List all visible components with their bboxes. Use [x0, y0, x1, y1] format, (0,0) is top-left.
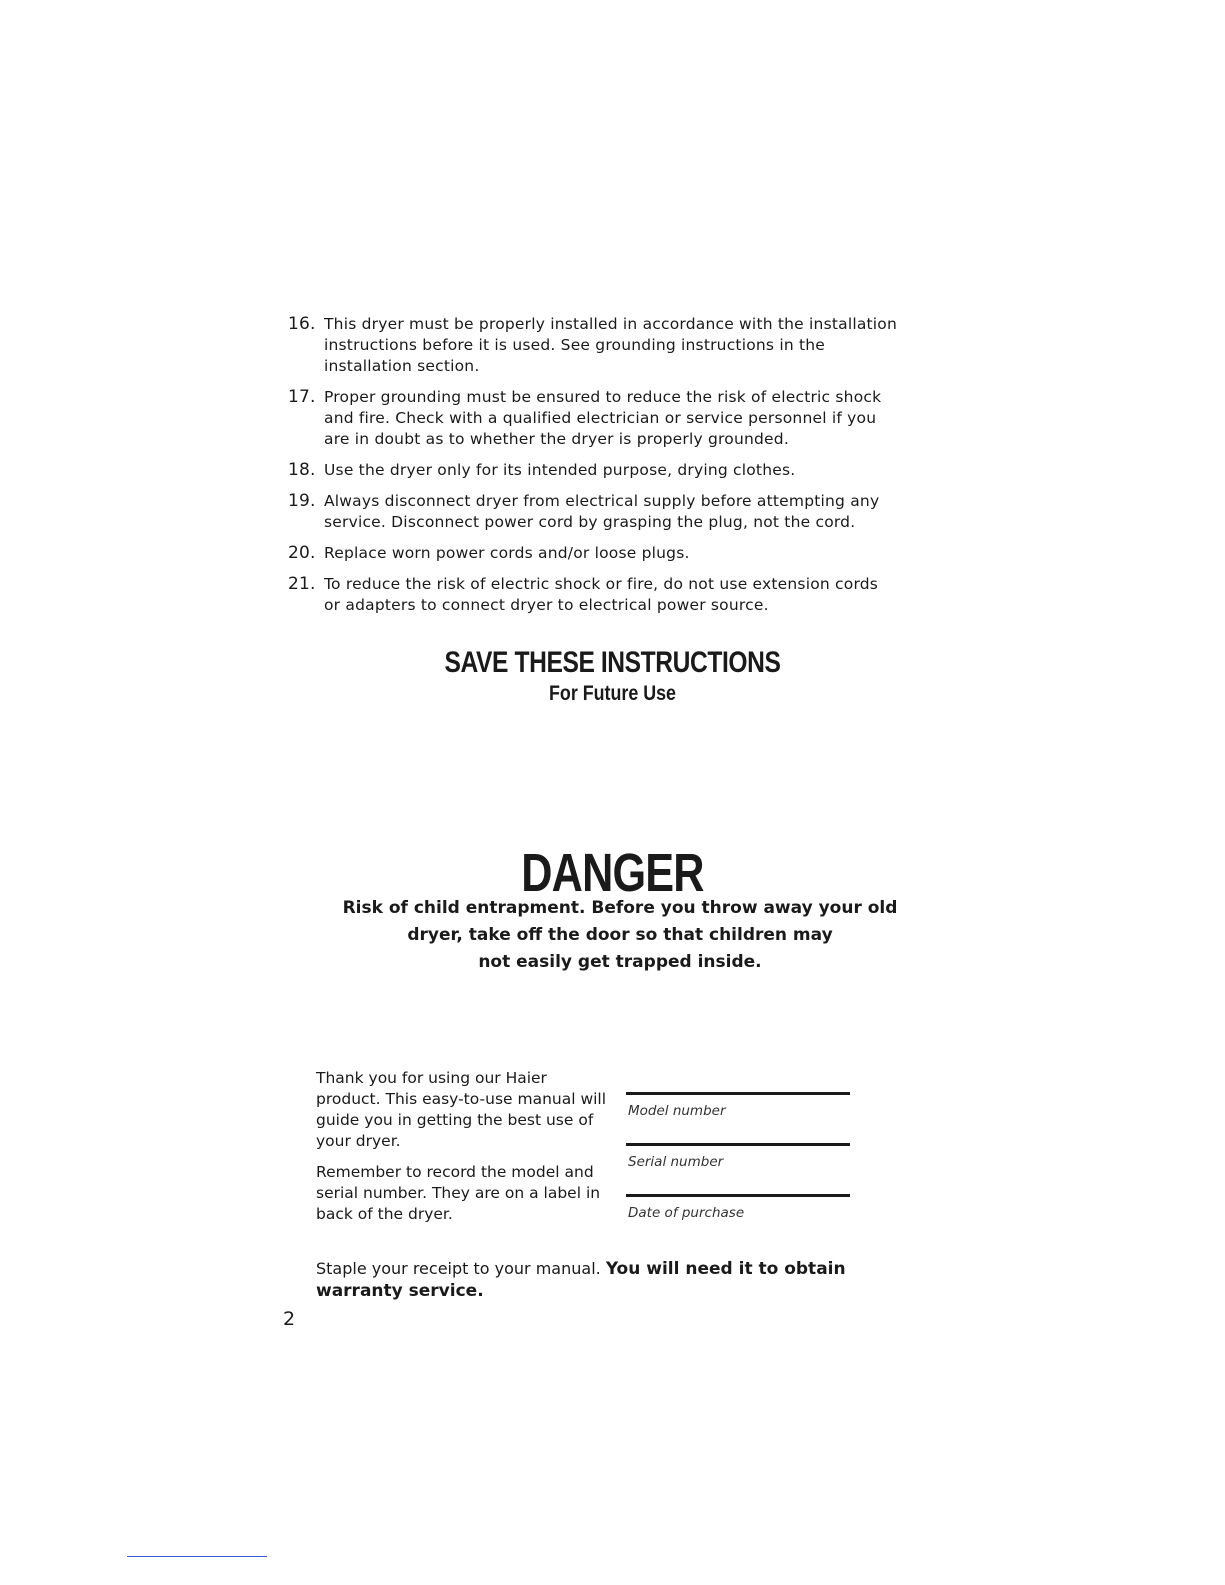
- save-instructions-heading: SAVE THESE INSTRUCTIONS: [444, 646, 781, 679]
- item-text: Proper grounding must be ensured to reduce the risk of electric shock and fire. Check with a qualified electrician or service personnel if you are in doubt as to whether the dryer is properly grounded.: [324, 388, 882, 448]
- model-number-label: Model number: [628, 1103, 726, 1119]
- serial-number-label: Serial number: [628, 1154, 724, 1170]
- danger-line: not easily get trapped inside.: [478, 952, 762, 972]
- item-text: Always disconnect dryer from electrical supply before attempting any service. Disconnect power cord by grasping the plug, not the cord.: [324, 492, 880, 531]
- danger-line: dryer, take off the door so that children may: [407, 925, 833, 945]
- item-text: This dryer must be properly installed in accordance with the installation instructions before it is used. See grounding instructions in the installation section.: [324, 315, 898, 375]
- item-text: To reduce the risk of electric shock or fire, do not use extension cords or adapters to connect dryer to electrical power source.: [324, 575, 879, 614]
- item-number: 19.: [288, 491, 316, 511]
- danger-line: Risk of child entrapment. Before you throw away your old: [342, 898, 898, 918]
- safety-instructions-list: [288, 314, 908, 626]
- page-number: 2: [283, 1308, 296, 1330]
- danger-warning-text: [320, 895, 920, 976]
- model-number-field: [626, 1092, 850, 1143]
- list-item: [288, 387, 908, 450]
- item-text: Replace worn power cords and/or loose plugs.: [324, 544, 690, 562]
- save-instructions-subheading: For Future Use: [549, 682, 676, 705]
- list-item: [288, 574, 908, 616]
- list-item: [288, 543, 908, 564]
- item-number: 16.: [288, 314, 316, 334]
- item-number: 18.: [288, 460, 316, 480]
- list-item: [288, 314, 908, 377]
- danger-heading: DANGER: [521, 843, 704, 903]
- item-number: 20.: [288, 543, 316, 563]
- item-text: Use the dryer only for its intended purpose, drying clothes.: [324, 461, 796, 479]
- record-fields: [626, 1092, 850, 1245]
- date-of-purchase-label: Date of purchase: [628, 1205, 745, 1221]
- list-item: [288, 491, 908, 533]
- thank-you-paragraph: Thank you for using our Haier product. This easy-to-use manual will guide you in getting the best use of your dryer.: [316, 1069, 607, 1150]
- date-of-purchase-field: [626, 1194, 850, 1245]
- item-number: 17.: [288, 387, 316, 407]
- staple-bold-text: You will need it to obtain warranty service.: [316, 1259, 846, 1301]
- record-reminder-paragraph: Remember to record the model and serial number. They are on a label in back of the dryer.: [316, 1163, 601, 1223]
- serial-number-field: [626, 1143, 850, 1194]
- staple-text: Staple your receipt to your manual.: [316, 1259, 606, 1278]
- staple-receipt-note: [316, 1258, 876, 1302]
- list-item: [288, 460, 908, 481]
- thank-you-text: [316, 1068, 616, 1235]
- item-number: 21.: [288, 574, 316, 594]
- divider: [127, 1556, 267, 1557]
